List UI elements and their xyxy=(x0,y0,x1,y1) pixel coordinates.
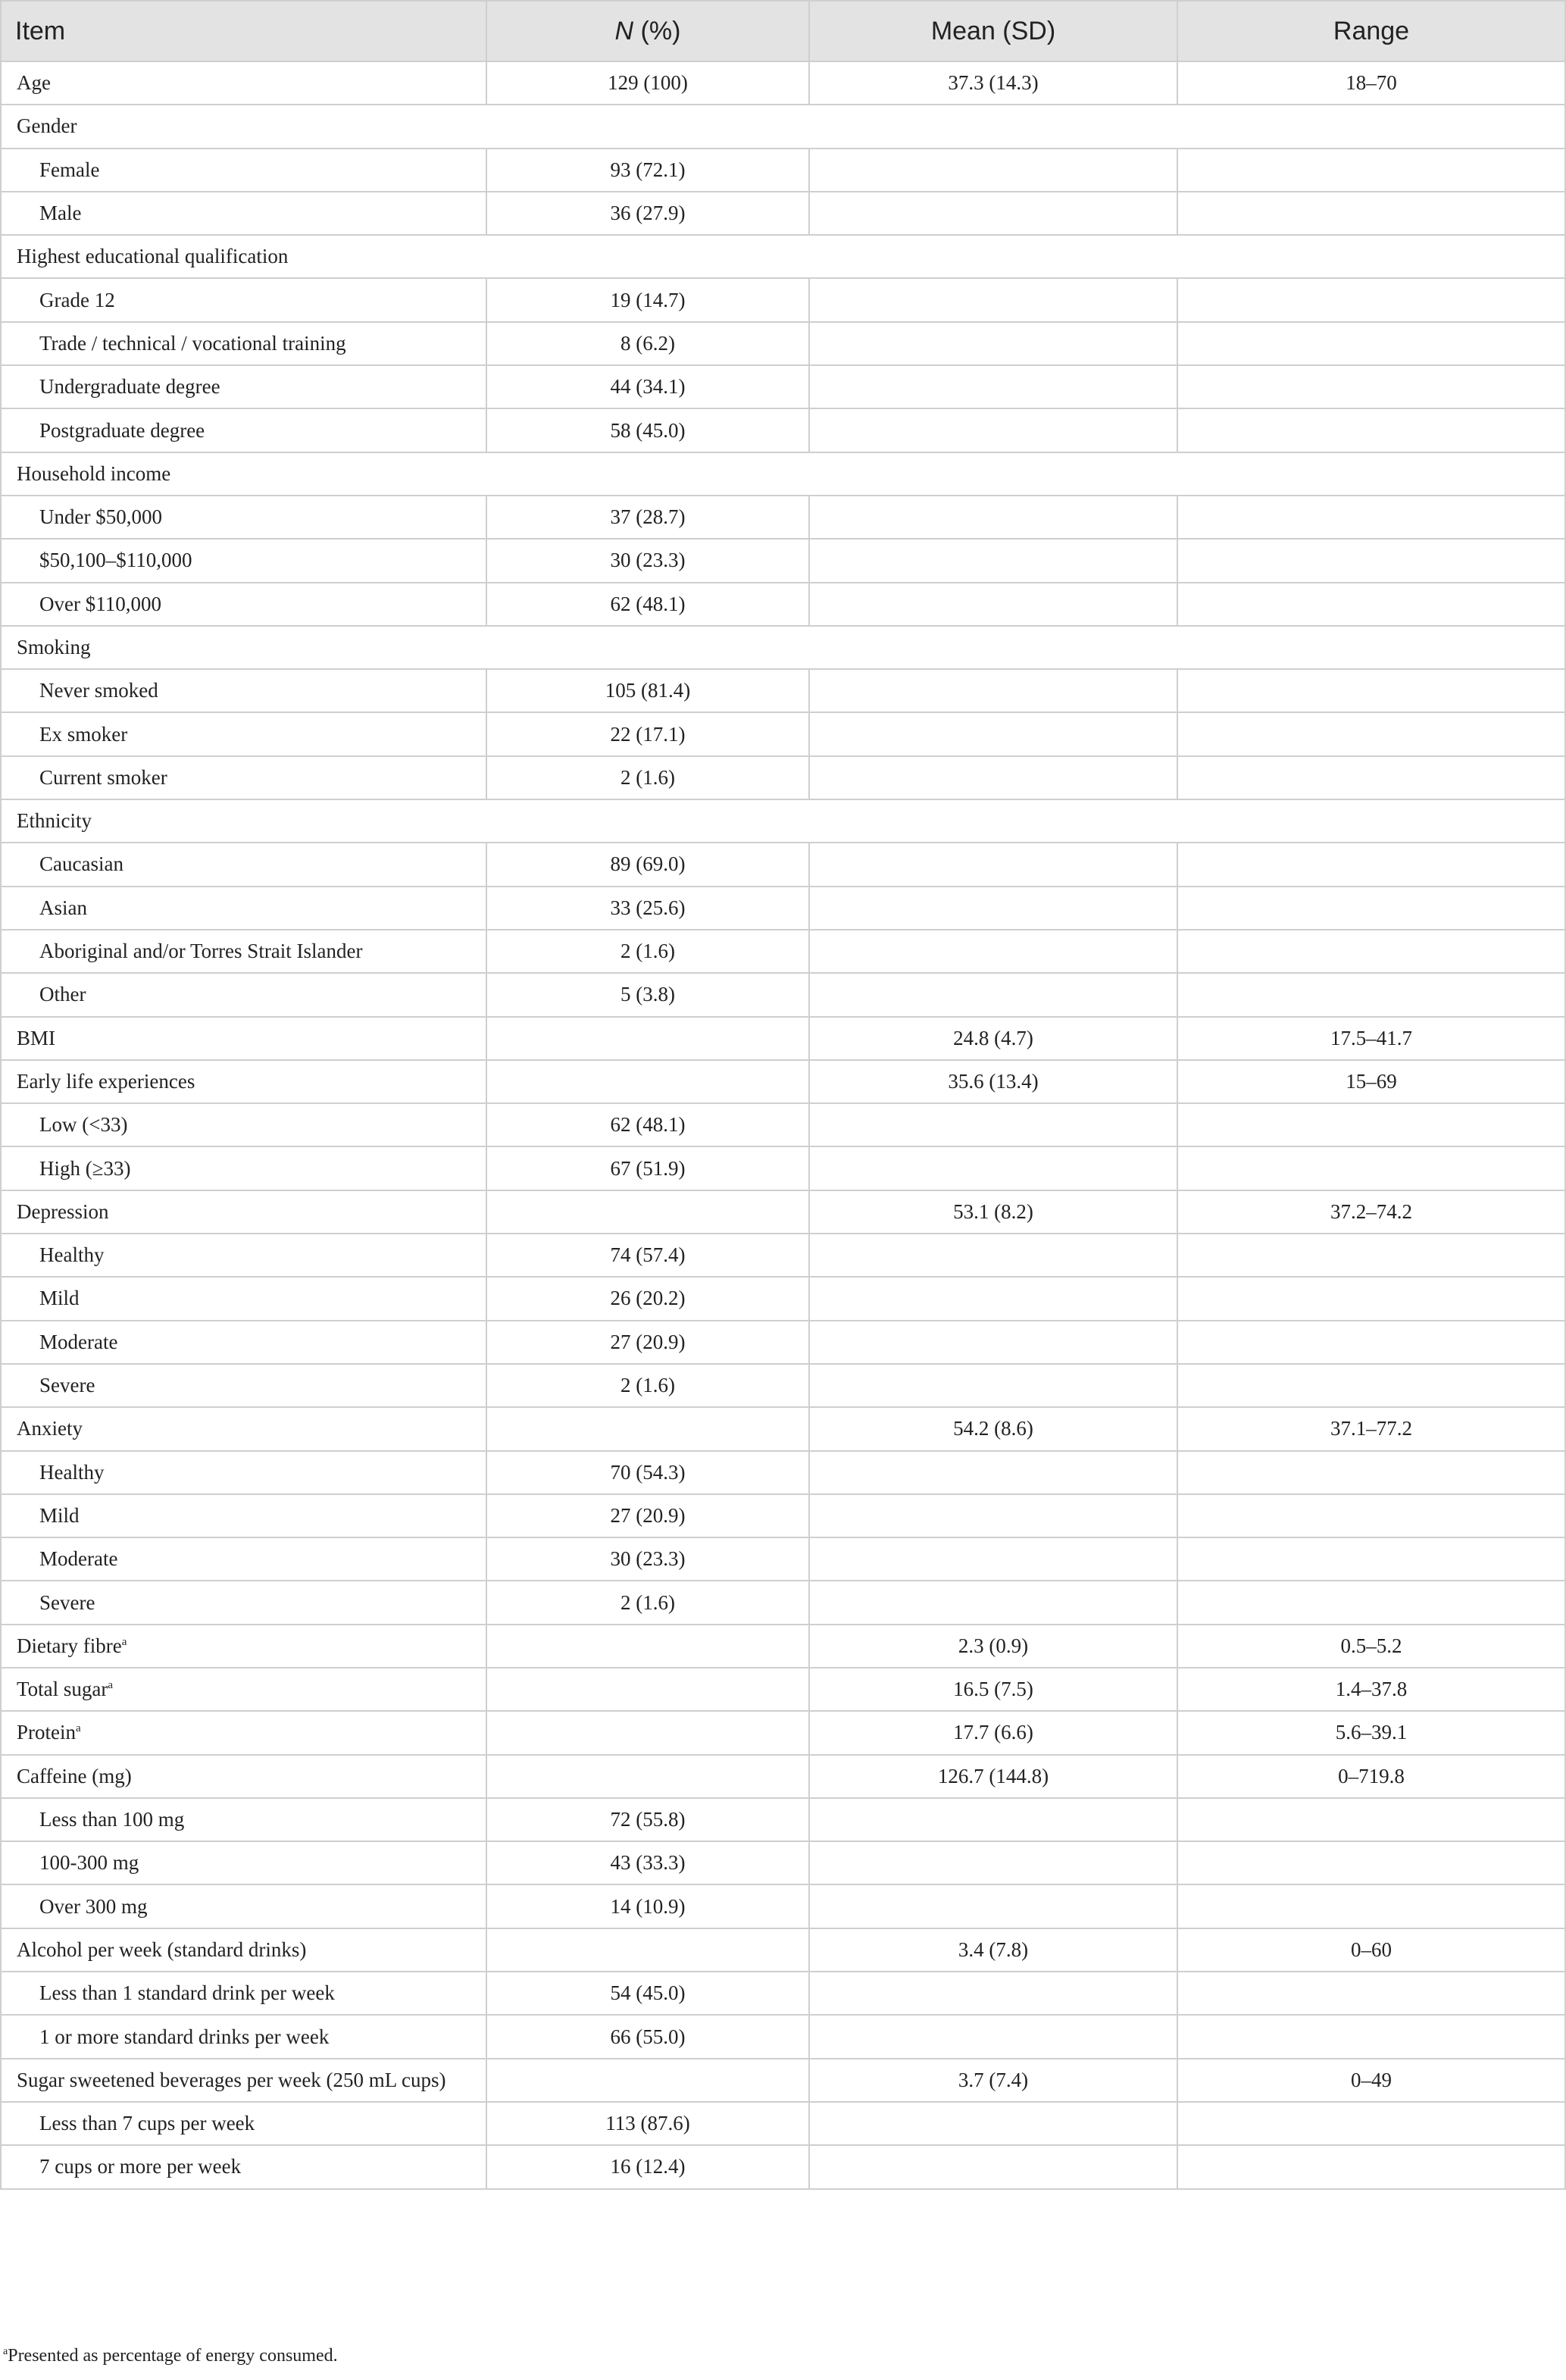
cell-n-percent: 113 (87.6) xyxy=(486,2102,809,2145)
row-label xyxy=(1,756,486,799)
row-label xyxy=(1,365,486,408)
table-row xyxy=(1,1190,1565,1234)
row-label xyxy=(1,61,486,105)
subcategory-row xyxy=(1,843,1565,886)
cell-mean-sd xyxy=(809,669,1177,712)
row-label-text: Severe xyxy=(39,1374,95,1397)
row-label xyxy=(1,1451,486,1494)
cell-range: 18–70 xyxy=(1177,61,1565,105)
cell-n-percent xyxy=(486,1755,809,1798)
row-label-text: Aboriginal and/or Torres Strait Islander xyxy=(39,940,363,963)
cell-n-percent xyxy=(486,2059,809,2102)
footnote-text: Presented as percentage of energy consumed. xyxy=(8,2346,338,2366)
cell-n-percent: 2 (1.6) xyxy=(486,1364,809,1407)
subcategory-row xyxy=(1,973,1565,1016)
row-label-text: $50,100–$110,000 xyxy=(39,549,192,572)
row-label-text: 100-300 mg xyxy=(39,1851,139,1875)
table-row xyxy=(1,1060,1565,1103)
cell-n-percent: 70 (54.3) xyxy=(486,1451,809,1494)
cell-mean-sd xyxy=(809,1321,1177,1364)
row-label xyxy=(1,712,486,755)
row-label-text: Undergraduate degree xyxy=(39,375,220,399)
cell-n-percent: 2 (1.6) xyxy=(486,930,809,973)
subcategory-row xyxy=(1,1494,1565,1537)
cell-range xyxy=(1177,192,1565,235)
cell-n-percent xyxy=(486,1625,809,1668)
cell-n-percent: 2 (1.6) xyxy=(486,1581,809,1624)
cell-mean-sd xyxy=(809,843,1177,886)
n-suffix: (%) xyxy=(633,16,681,45)
cell-range: 1.4–37.8 xyxy=(1177,1668,1565,1711)
cell-n-percent: 67 (51.9) xyxy=(486,1146,809,1190)
cell-n-percent: 36 (27.9) xyxy=(486,192,809,235)
subcategory-row xyxy=(1,1798,1565,1841)
row-label xyxy=(1,1798,486,1841)
section-label: Highest educational qualification xyxy=(1,235,1565,278)
cell-mean-sd: 35.6 (13.4) xyxy=(809,1060,1177,1103)
cell-n-percent: 62 (48.1) xyxy=(486,1103,809,1146)
cell-n-percent: 27 (20.9) xyxy=(486,1321,809,1364)
cell-n-percent: 2 (1.6) xyxy=(486,756,809,799)
cell-mean-sd: 24.8 (4.7) xyxy=(809,1017,1177,1060)
cell-n-percent xyxy=(486,1668,809,1711)
row-label xyxy=(1,1537,486,1581)
row-label xyxy=(1,583,486,626)
cell-range xyxy=(1177,1277,1565,1320)
cell-range: 37.1–77.2 xyxy=(1177,1407,1565,1450)
subcategory-row xyxy=(1,756,1565,799)
row-label-text: Depression xyxy=(17,1199,109,1223)
cell-n-percent: 66 (55.0) xyxy=(486,2015,809,2058)
row-label-text: Other xyxy=(39,983,86,1006)
cell-mean-sd: 3.7 (7.4) xyxy=(809,2059,1177,2102)
row-label-text: 1 or more standard drinks per week xyxy=(39,2025,330,2048)
row-label xyxy=(1,1321,486,1364)
n-symbol: N xyxy=(614,16,634,45)
section-label: Smoking xyxy=(1,626,1565,669)
subcategory-row xyxy=(1,1321,1565,1364)
row-label-text: Total sugar xyxy=(17,1678,108,1701)
row-label xyxy=(1,1841,486,1884)
subcategory-row xyxy=(1,1234,1565,1277)
subcategory-row xyxy=(1,1581,1565,1624)
column-header-item: Item xyxy=(1,1,486,61)
subcategory-row xyxy=(1,1364,1565,1407)
cell-mean-sd: 17.7 (6.6) xyxy=(809,1711,1177,1754)
cell-mean-sd xyxy=(809,322,1177,365)
cell-n-percent: 37 (28.7) xyxy=(486,496,809,539)
cell-n-percent: 72 (55.8) xyxy=(486,1798,809,1841)
row-label-text: Grade 12 xyxy=(39,288,115,311)
cell-range xyxy=(1177,365,1565,408)
cell-range xyxy=(1177,1451,1565,1494)
cell-n-percent: 58 (45.0) xyxy=(486,408,809,452)
row-label-text: Less than 100 mg xyxy=(39,1808,185,1831)
subcategory-row xyxy=(1,408,1565,452)
cell-n-percent: 16 (12.4) xyxy=(486,2145,809,2188)
cell-n-percent: 19 (14.7) xyxy=(486,278,809,321)
section-label: Gender xyxy=(1,105,1565,148)
cell-n-percent: 62 (48.1) xyxy=(486,583,809,626)
section-row xyxy=(1,105,1565,148)
row-label-text: Low (<33) xyxy=(39,1113,128,1137)
row-label-text: 7 cups or more per week xyxy=(39,2155,242,2178)
row-label xyxy=(1,2102,486,2145)
row-label-text: Moderate xyxy=(39,1330,118,1353)
cell-range xyxy=(1177,149,1565,192)
cell-n-percent: 93 (72.1) xyxy=(486,149,809,192)
row-label-text: Postgraduate degree xyxy=(39,418,205,442)
row-label xyxy=(1,2059,486,2102)
subcategory-row xyxy=(1,1537,1565,1581)
row-label xyxy=(1,1407,486,1450)
row-label xyxy=(1,1190,486,1234)
cell-mean-sd xyxy=(809,408,1177,452)
row-label xyxy=(1,149,486,192)
column-header-range: Range xyxy=(1177,1,1565,61)
row-label xyxy=(1,930,486,973)
cell-range xyxy=(1177,1234,1565,1277)
row-label xyxy=(1,408,486,452)
cell-mean-sd xyxy=(809,583,1177,626)
subcategory-row xyxy=(1,887,1565,930)
cell-range xyxy=(1177,1798,1565,1841)
subcategory-row xyxy=(1,1277,1565,1320)
section-label: Household income xyxy=(1,452,1565,496)
section-label: Ethnicity xyxy=(1,799,1565,843)
row-label xyxy=(1,1711,486,1754)
row-label-text: Caffeine (mg) xyxy=(17,1764,132,1787)
cell-n-percent: 5 (3.8) xyxy=(486,973,809,1016)
row-label-text: Mild xyxy=(39,1503,80,1527)
row-label-text: Age xyxy=(17,71,51,95)
cell-range xyxy=(1177,1841,1565,1884)
cell-range xyxy=(1177,583,1565,626)
cell-range xyxy=(1177,669,1565,712)
row-label-text: Caucasian xyxy=(39,852,123,876)
cell-range xyxy=(1177,756,1565,799)
subcategory-row xyxy=(1,1972,1565,2015)
cell-n-percent: 129 (100) xyxy=(486,61,809,105)
cell-mean-sd xyxy=(809,1841,1177,1884)
subcategory-row xyxy=(1,1103,1565,1146)
cell-mean-sd xyxy=(809,496,1177,539)
cell-mean-sd xyxy=(809,1103,1177,1146)
cell-n-percent: 44 (34.1) xyxy=(486,365,809,408)
cell-range xyxy=(1177,1103,1565,1146)
cell-range: 15–69 xyxy=(1177,1060,1565,1103)
row-label xyxy=(1,2015,486,2058)
cell-mean-sd xyxy=(809,930,1177,973)
cell-range xyxy=(1177,2145,1565,2188)
subcategory-row xyxy=(1,1146,1565,1190)
row-label-text: Severe xyxy=(39,1590,95,1614)
cell-mean-sd xyxy=(809,539,1177,582)
cell-mean-sd: 53.1 (8.2) xyxy=(809,1190,1177,1234)
cell-mean-sd xyxy=(809,278,1177,321)
cell-range xyxy=(1177,322,1565,365)
cell-range: 0–49 xyxy=(1177,2059,1565,2102)
cell-mean-sd: 16.5 (7.5) xyxy=(809,1668,1177,1711)
cell-range: 0–60 xyxy=(1177,1928,1565,1972)
row-label-text: Healthy xyxy=(39,1243,105,1267)
cell-range xyxy=(1177,1537,1565,1581)
cell-n-percent: 30 (23.3) xyxy=(486,539,809,582)
cell-mean-sd xyxy=(809,1451,1177,1494)
cell-mean-sd xyxy=(809,1537,1177,1581)
column-header-n xyxy=(486,1,809,61)
cell-mean-sd xyxy=(809,2015,1177,2058)
table-row xyxy=(1,1711,1565,1754)
cell-mean-sd xyxy=(809,712,1177,755)
cell-n-percent xyxy=(486,1928,809,1972)
row-label-text: Trade / technical / vocational training xyxy=(39,331,346,355)
cell-n-percent: 27 (20.9) xyxy=(486,1494,809,1537)
row-label-text: BMI xyxy=(17,1026,56,1049)
cell-range xyxy=(1177,2015,1565,2058)
cell-mean-sd xyxy=(809,1146,1177,1190)
row-label xyxy=(1,1103,486,1146)
cell-mean-sd xyxy=(809,1234,1177,1277)
table-row xyxy=(1,61,1565,105)
cell-n-percent: 74 (57.4) xyxy=(486,1234,809,1277)
subcategory-row xyxy=(1,1884,1565,1928)
cell-range: 0.5–5.2 xyxy=(1177,1625,1565,1668)
subcategory-row xyxy=(1,1841,1565,1884)
table-row xyxy=(1,1755,1565,1798)
header-row xyxy=(1,1,1565,61)
section-row xyxy=(1,452,1565,496)
section-row xyxy=(1,626,1565,669)
row-label-text: Moderate xyxy=(39,1547,118,1571)
cell-range xyxy=(1177,887,1565,930)
row-label xyxy=(1,1581,486,1624)
row-label xyxy=(1,1972,486,2015)
row-label xyxy=(1,843,486,886)
cell-mean-sd xyxy=(809,1972,1177,2015)
section-row xyxy=(1,799,1565,843)
row-label xyxy=(1,1060,486,1103)
subcategory-row xyxy=(1,2015,1565,2058)
row-label-text: Alcohol per week (standard drinks) xyxy=(17,1937,307,1961)
row-label xyxy=(1,192,486,235)
cell-range xyxy=(1177,930,1565,973)
cell-range xyxy=(1177,1146,1565,1190)
row-label-text: Male xyxy=(39,202,82,225)
cell-n-percent xyxy=(486,1190,809,1234)
cell-range xyxy=(1177,712,1565,755)
cell-range: 37.2–74.2 xyxy=(1177,1190,1565,1234)
table-row xyxy=(1,1407,1565,1450)
table-footnote xyxy=(3,2346,338,2366)
cell-mean-sd xyxy=(809,1364,1177,1407)
cell-n-percent: 14 (10.9) xyxy=(486,1884,809,1928)
footnote-marker: a xyxy=(3,2346,8,2357)
subcategory-row xyxy=(1,278,1565,321)
row-label-text: Dietary fibre xyxy=(17,1634,122,1657)
cell-range xyxy=(1177,843,1565,886)
cell-mean-sd xyxy=(809,756,1177,799)
row-label xyxy=(1,1625,486,1668)
row-label xyxy=(1,539,486,582)
table-body xyxy=(1,61,1565,2189)
subcategory-row xyxy=(1,2102,1565,2145)
row-label-text: Over $110,000 xyxy=(39,592,161,615)
row-label xyxy=(1,1364,486,1407)
cell-mean-sd xyxy=(809,2145,1177,2188)
cell-range xyxy=(1177,2102,1565,2145)
footnote-marker: a xyxy=(108,1679,113,1692)
cell-n-percent: 8 (6.2) xyxy=(486,322,809,365)
cell-mean-sd xyxy=(809,1277,1177,1320)
table-header xyxy=(1,1,1565,61)
cell-n-percent xyxy=(486,1017,809,1060)
subcategory-row xyxy=(1,669,1565,712)
cell-mean-sd: 37.3 (14.3) xyxy=(809,61,1177,105)
cell-mean-sd xyxy=(809,1494,1177,1537)
cell-mean-sd: 3.4 (7.8) xyxy=(809,1928,1177,1972)
subcategory-row xyxy=(1,712,1565,755)
row-label-text: Mild xyxy=(39,1287,80,1310)
row-label xyxy=(1,496,486,539)
row-label-text: Current smoker xyxy=(39,765,167,789)
cell-mean-sd xyxy=(809,192,1177,235)
cell-mean-sd: 54.2 (8.6) xyxy=(809,1407,1177,1450)
cell-range xyxy=(1177,539,1565,582)
table-row xyxy=(1,1017,1565,1060)
cell-n-percent: 26 (20.2) xyxy=(486,1277,809,1320)
cell-n-percent: 33 (25.6) xyxy=(486,887,809,930)
table-row xyxy=(1,1625,1565,1668)
cell-range xyxy=(1177,408,1565,452)
row-label xyxy=(1,1755,486,1798)
cell-range xyxy=(1177,278,1565,321)
row-label xyxy=(1,1234,486,1277)
cell-range: 5.6–39.1 xyxy=(1177,1711,1565,1754)
table-row xyxy=(1,1928,1565,1972)
row-label xyxy=(1,887,486,930)
row-label-text: Never smoked xyxy=(39,679,158,702)
cell-mean-sd xyxy=(809,149,1177,192)
cell-mean-sd xyxy=(809,1884,1177,1928)
row-label-text: Less than 7 cups per week xyxy=(39,2112,255,2135)
cell-mean-sd xyxy=(809,887,1177,930)
cell-range xyxy=(1177,496,1565,539)
cell-range: 17.5–41.7 xyxy=(1177,1017,1565,1060)
row-label-text: Under $50,000 xyxy=(39,505,162,529)
row-label xyxy=(1,322,486,365)
row-label xyxy=(1,2145,486,2188)
row-label xyxy=(1,973,486,1016)
cell-range xyxy=(1177,1321,1565,1364)
subcategory-row xyxy=(1,365,1565,408)
cell-n-percent: 54 (45.0) xyxy=(486,1972,809,2015)
subcategory-row xyxy=(1,322,1565,365)
row-label-text: Asian xyxy=(39,896,87,919)
cell-range xyxy=(1177,1972,1565,2015)
subcategory-row xyxy=(1,1451,1565,1494)
cell-n-percent: 43 (33.3) xyxy=(486,1841,809,1884)
cell-n-percent xyxy=(486,1060,809,1103)
row-label-text: Anxiety xyxy=(17,1417,83,1440)
cell-mean-sd xyxy=(809,1798,1177,1841)
row-label-text: Less than 1 standard drink per week xyxy=(39,1981,335,2005)
cell-mean-sd xyxy=(809,1581,1177,1624)
row-label-text: Ex smoker xyxy=(39,722,128,746)
subcategory-row xyxy=(1,496,1565,539)
row-label xyxy=(1,278,486,321)
subcategory-row xyxy=(1,149,1565,192)
footnote-marker: a xyxy=(121,1635,127,1648)
cell-range xyxy=(1177,1494,1565,1537)
row-label-text: Sugar sweetened beverages per week (250 mL cups) xyxy=(17,2068,446,2091)
table-row xyxy=(1,1668,1565,1711)
cell-n-percent xyxy=(486,1711,809,1754)
cell-n-percent xyxy=(486,1407,809,1450)
cell-range: 0–719.8 xyxy=(1177,1755,1565,1798)
row-label xyxy=(1,1928,486,1972)
subcategory-row xyxy=(1,192,1565,235)
cell-mean-sd: 126.7 (144.8) xyxy=(809,1755,1177,1798)
row-label xyxy=(1,1146,486,1190)
row-label-text: Female xyxy=(39,158,100,181)
cell-mean-sd xyxy=(809,2102,1177,2145)
cell-range xyxy=(1177,1884,1565,1928)
subcategory-row xyxy=(1,539,1565,582)
row-label xyxy=(1,1277,486,1320)
cell-range xyxy=(1177,973,1565,1016)
row-label-text: Protein xyxy=(17,1721,76,1744)
row-label-text: Over 300 mg xyxy=(39,1894,148,1918)
row-label xyxy=(1,669,486,712)
cell-range xyxy=(1177,1364,1565,1407)
subcategory-row xyxy=(1,583,1565,626)
footnote-marker: a xyxy=(76,1722,81,1735)
row-label xyxy=(1,1884,486,1928)
row-label-text: Healthy xyxy=(39,1460,105,1484)
row-label xyxy=(1,1017,486,1060)
cell-mean-sd: 2.3 (0.9) xyxy=(809,1625,1177,1668)
subcategory-row xyxy=(1,2145,1565,2188)
cell-range xyxy=(1177,1581,1565,1624)
cell-mean-sd xyxy=(809,973,1177,1016)
subcategory-row xyxy=(1,930,1565,973)
cell-n-percent: 30 (23.3) xyxy=(486,1537,809,1581)
cell-n-percent: 22 (17.1) xyxy=(486,712,809,755)
cell-n-percent: 105 (81.4) xyxy=(486,669,809,712)
column-header-mean: Mean (SD) xyxy=(809,1,1177,61)
cell-n-percent: 89 (69.0) xyxy=(486,843,809,886)
row-label xyxy=(1,1494,486,1537)
row-label-text: High (≥33) xyxy=(39,1156,131,1180)
cell-mean-sd xyxy=(809,365,1177,408)
table-row xyxy=(1,2059,1565,2102)
row-label xyxy=(1,1668,486,1711)
row-label-text: Early life experiences xyxy=(17,1069,195,1093)
section-row xyxy=(1,235,1565,278)
